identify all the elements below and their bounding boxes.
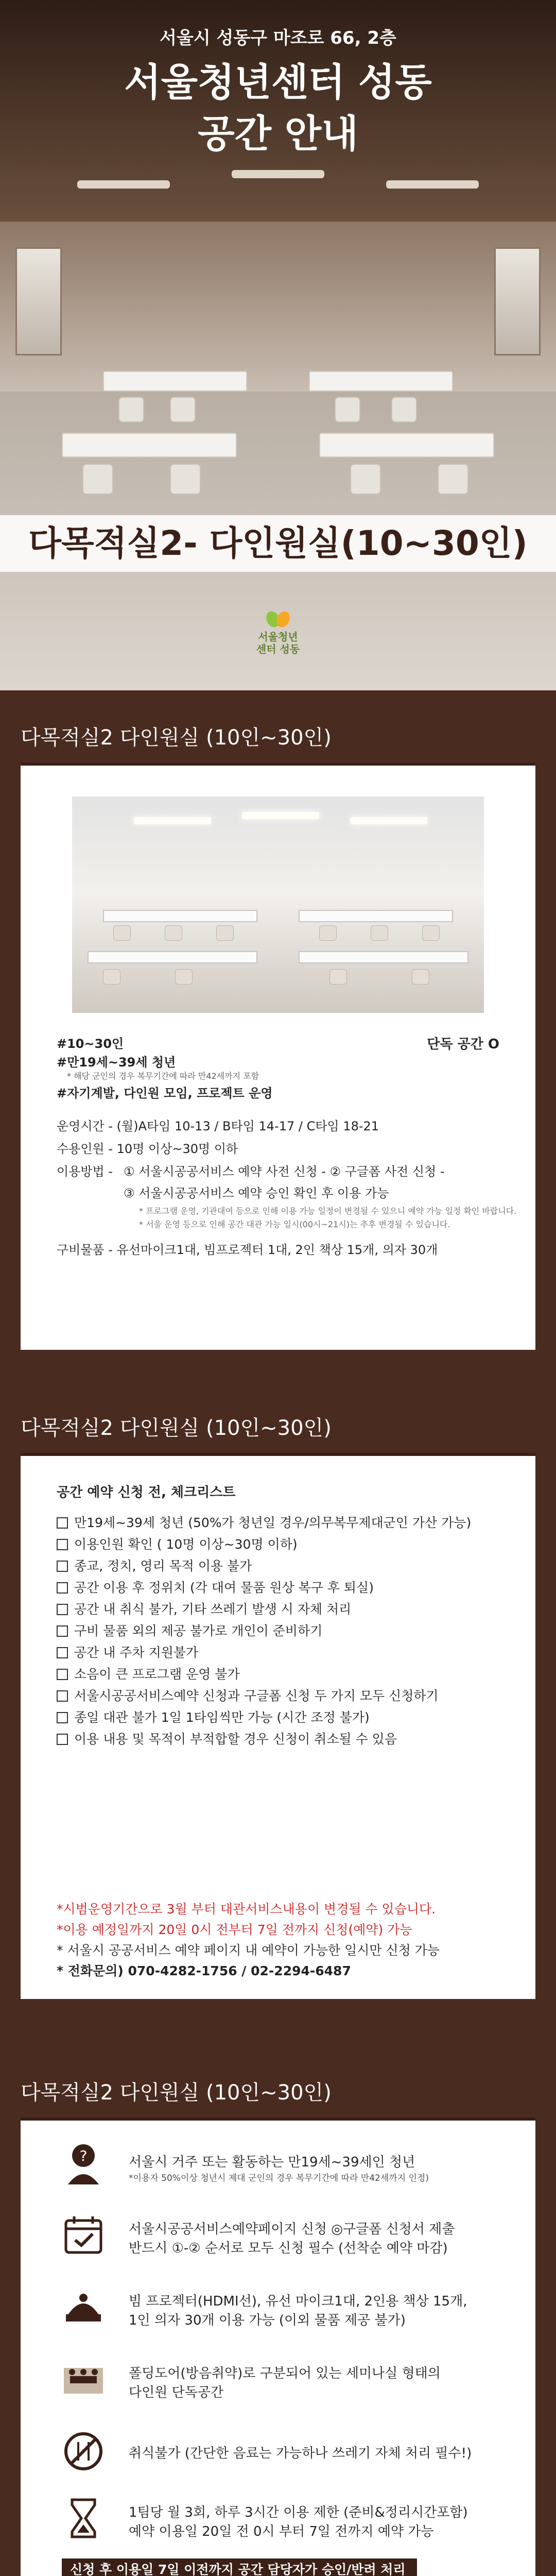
photo-lamp [350, 817, 427, 824]
eligibility-text: 서울시 거주 또는 활동하는 만19세~39세인 청년 [129, 2155, 415, 2170]
photo-desk [103, 910, 257, 922]
logo-text-1: 서울청년 [258, 631, 298, 643]
checkbox-icon [57, 1539, 68, 1550]
checklist-item-text: 구비 물품 외의 제공 불가로 개인이 준비하기 [74, 1623, 323, 1638]
usage-guide-card [21, 2117, 535, 2576]
equipment-text-2: 1인 의자 30개 이용 가능 (이외 물품 제공 불가) [129, 2313, 406, 2328]
capacity-info: 수용인원 - 10명 이상~30명 이하 [57, 1142, 238, 1156]
projector-icon [62, 2285, 105, 2329]
target-note: * 해당 군인의 경우 복무기간에 따라 만42세까지 포함 [67, 1071, 259, 1081]
approval-highlight [62, 2558, 417, 2576]
calendar-check-icon [62, 2213, 105, 2257]
checklist-card [21, 1453, 535, 1999]
checkbox-icon [57, 1690, 68, 1702]
ceiling-light [386, 180, 479, 189]
notice-available-slots: * 서울시 공공서비스 예약 페이지 내 예약이 가능한 일시만 신청 가능 [57, 1943, 440, 1958]
checklist-item-text: 공간 내 취식 불가, 기타 쓰레기 발생 시 자체 처리 [74, 1602, 352, 1617]
photo-chair [422, 925, 440, 941]
checklist-item [57, 1556, 252, 1574]
room-type-text-2: 다인원 단독공간 [129, 2385, 224, 2400]
private-space-tag: 단독 공간 O [427, 1037, 499, 1052]
room-photo [72, 796, 484, 1013]
operating-hours: 운영시간 - (월)A타임 10-13 / B타임 14-17 / C타임 18-21 [57, 1119, 379, 1133]
method-step-2: ③ 서울시공공서비스 예약 승인 확인 후 이용 가능 [124, 1186, 389, 1200]
photo-chair [412, 969, 429, 985]
section-checklist [0, 1370, 556, 2035]
photo-desk [299, 910, 453, 922]
center-logo [242, 608, 314, 665]
checkbox-icon [57, 1561, 68, 1572]
usage-limit [129, 2502, 468, 2540]
window [15, 247, 62, 355]
method-note-2: * 서울 운영 등으로 인해 공간 대관 가능 일시(00시~21시)는 추후 변경될 수 있습니다. [139, 1219, 450, 1229]
checkbox-icon [57, 1625, 68, 1637]
hourglass-icon [62, 2497, 105, 2540]
room-name: 다목적실2- 다인원실(10~30인) [28, 523, 528, 563]
capacity-tag: #10~30인 [57, 1037, 124, 1051]
checklist-item-text: 소음이 큰 프로그램 운영 불가 [74, 1667, 240, 1682]
checklist-item-text: 공간 이용 후 정위치 (각 대여 물품 원상 복구 후 퇴실) [74, 1580, 374, 1595]
checklist-item [57, 1513, 471, 1531]
method-step-1: ① 서울시공공서비스 예약 사전 신청 - ② 구글폼 사전 신청 - [124, 1164, 445, 1179]
no-food-text: 취식불가 (간단한 음료는 가능하나 쓰레기 자체 처리 필수!) [129, 2446, 472, 2461]
chair [335, 397, 360, 422]
usage-eligibility [129, 2151, 429, 2183]
usage-apply [129, 2218, 455, 2257]
approval-text-1: 신청 후 이용일 7일 이전까지 공간 담당자가 승인/반려 처리 [70, 2562, 406, 2576]
contact-phone: * 전화문의) 070-4282-1756 / 02-2294-6487 [57, 1963, 351, 1978]
meeting-room-icon [62, 2358, 105, 2401]
chair [438, 464, 468, 495]
usage-room-type [129, 2363, 441, 2401]
room-info-card [21, 762, 535, 1350]
checkbox-icon [57, 1604, 68, 1615]
hero-banner [0, 0, 556, 690]
chair [118, 397, 144, 422]
no-food-icon [62, 2430, 105, 2473]
method-label: 이용방법 - [57, 1164, 113, 1179]
leaf-logo-icon [264, 608, 292, 629]
notice-booking-window: *이용 예정일까지 20일 0시 전부터 7일 전까지 신청(예약) 가능 [57, 1922, 412, 1937]
room-type-text-1: 폴딩도어(방음취약)로 구분되어 있는 세미나실 형태의 [129, 2366, 441, 2381]
table [62, 433, 237, 457]
checklist-item [57, 1642, 198, 1661]
table [103, 371, 247, 392]
chair [170, 464, 201, 495]
section-title: 다목적실2 다인원실 (10인~30인) [21, 1416, 332, 1440]
hero-title-line-2: 공간 안내 [198, 112, 358, 156]
usage-limit-text-2: 예약 이용일 20일 전 0시 부터 7일 전까지 예약 가능 [129, 2524, 434, 2539]
table [309, 371, 453, 392]
photo-lamp [134, 817, 211, 824]
photo-chair [319, 925, 337, 941]
photo-chair [175, 969, 193, 985]
chair [82, 464, 113, 495]
checklist-item-text: 공간 내 주차 지원불가 [74, 1645, 199, 1660]
eligibility-note: *이용자 50%이상 청년시 제대 군인의 경우 복무기간에 따라 만42세까지 인정) [129, 2173, 429, 2183]
checklist-item-text: 종교, 정치, 영리 목적 이용 불가 [74, 1558, 252, 1573]
checklist-item-text: 서울시공공서비스예약 신청과 구글폼 신청 두 가지 모두 신청하기 [74, 1688, 439, 1703]
svg-text:?: ? [79, 2147, 88, 2164]
photo-chair [371, 925, 388, 941]
table [319, 433, 494, 457]
chair [391, 397, 417, 422]
window [494, 247, 541, 355]
address: 서울시 성동구 마조로 66, 2층 [160, 28, 396, 48]
target-tag: #만19세~39세 청년 [57, 1055, 176, 1070]
section-title: 다목적실2 다인원실 (10인~30인) [21, 726, 332, 750]
photo-chair [165, 925, 182, 941]
person-question-icon [62, 2141, 105, 2184]
checklist-item [57, 1621, 322, 1639]
checklist-item [57, 1534, 298, 1553]
photo-desk [88, 951, 257, 963]
ceiling-light [232, 170, 324, 178]
checkbox-icon [57, 1669, 68, 1680]
apply-text-2: 반드시 ①-② 순서로 모두 신청 필수 (선착순 예약 마감) [129, 2241, 448, 2256]
hero-title [0, 57, 556, 160]
photo-chair [113, 925, 131, 941]
logo-text-2: 센터 성동 [256, 643, 300, 655]
section-title: 다목적실2 다인원실 (10인~30인) [21, 2081, 332, 2105]
section-usage-guide [0, 2035, 556, 2576]
checklist-item-text: 종일 대관 불가 1일 1타임씩만 가능 (시간 조정 불가) [74, 1710, 370, 1725]
checklist-item-text: 만19세~39세 청년 (50%가 청년일 경우/의무복무제대군인 가산 가능) [74, 1515, 472, 1530]
ceiling-light [77, 180, 170, 189]
apply-text-1: 서울시공공서비스예약페이지 신청 ◎구글폼 신청서 제출 [129, 2222, 455, 2237]
photo-desk [299, 951, 468, 963]
checklist-item [57, 1599, 351, 1618]
chair [350, 464, 381, 495]
room-wall [0, 222, 556, 392]
equipment-text-1: 빔 프로젝터(HDMI선), 유선 마이크1대, 2인용 책상 15개, [129, 2294, 467, 2309]
notice-trial-period: *시범운영기간으로 3월 부터 대관서비스내용이 변경될 수 있습니다. [57, 1902, 436, 1917]
photo-chair [329, 969, 347, 985]
checklist-heading: 공간 예약 신청 전, 체크리스트 [57, 1485, 236, 1500]
section-room-info [0, 690, 556, 1370]
chair [170, 397, 196, 422]
checklist-item [57, 1686, 439, 1704]
checklist-item [57, 1729, 397, 1748]
checklist-item [57, 1578, 374, 1596]
checkbox-icon [57, 1517, 68, 1529]
checkbox-icon [57, 1734, 68, 1745]
checkbox-icon [57, 1647, 68, 1658]
photo-chair [103, 969, 120, 985]
method-note-1: * 프로그램 운영, 기관대여 등으로 인해 이용 가능 일정이 변경될 수 있으니 예약 가능 일정 확인 바랍니다. [139, 1206, 517, 1216]
photo-chair [216, 925, 234, 941]
hero-title-line-1: 서울청년센터 성동 [124, 60, 432, 105]
checklist-item-text: 이용인원 확인 ( 10명 이상~30명 이하) [74, 1537, 298, 1552]
checklist-item-text: 이용 내용 및 목적이 부적합할 경우 신청이 취소될 수 있음 [74, 1732, 397, 1747]
checkbox-icon [57, 1582, 68, 1594]
usage-limit-text-1: 1팀당 월 3회, 하루 3시간 이용 제한 (준비&정리시간포함) [129, 2505, 468, 2520]
checklist-item [57, 1664, 240, 1683]
room-name-band [0, 515, 556, 572]
photo-lamp [242, 812, 319, 819]
usage-equipment [129, 2291, 467, 2329]
equipment-info: 구비물품 - 유선마이크1대, 빔프로젝터 1대, 2인 책상 15개, 의자 30개 [57, 1243, 438, 1257]
purpose-tag: #자기계발, 다인원 모임, 프로젝트 운영 [57, 1086, 273, 1100]
checkbox-icon [57, 1712, 68, 1723]
checklist-item [57, 1707, 370, 1726]
